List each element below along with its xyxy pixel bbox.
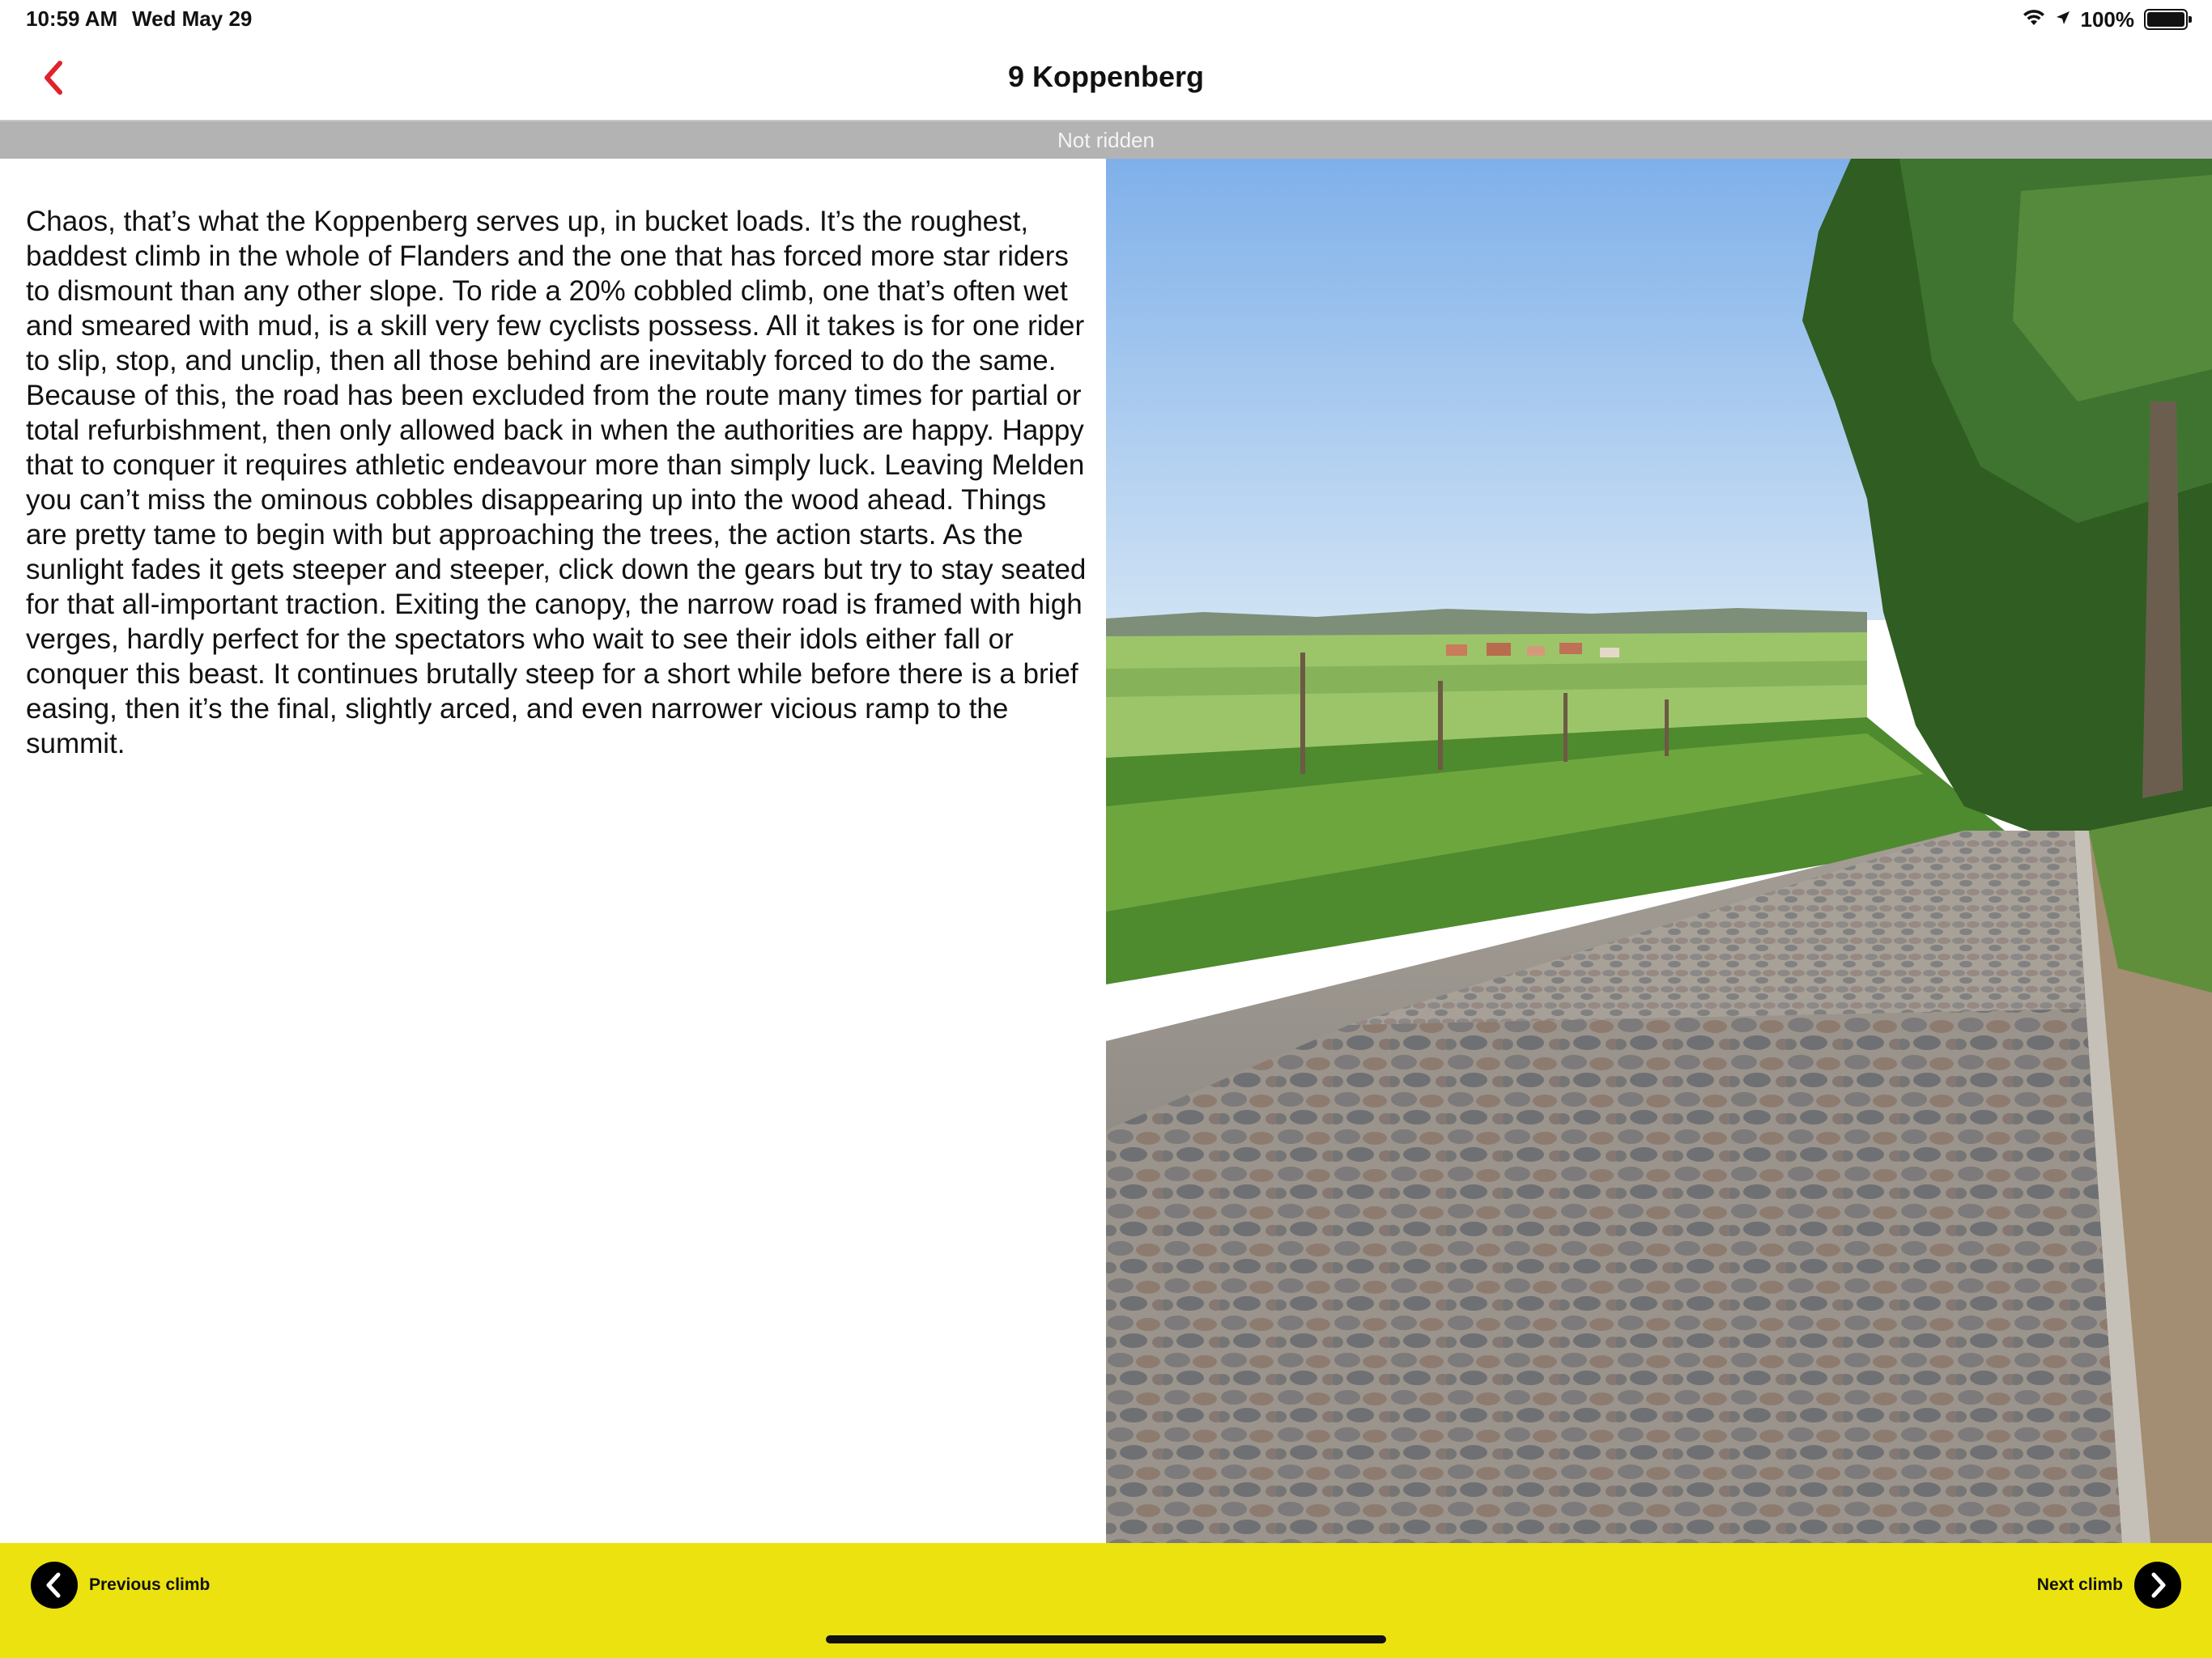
next-climb-button[interactable] [2037, 1561, 2181, 1609]
bottom-navigation-bar [0, 1543, 2212, 1658]
climb-detail [0, 159, 2212, 1543]
next-climb-label: Next climb [2036, 1575, 2123, 1594]
ridden-status-text: Not ridden [1057, 128, 1155, 152]
status-time: 10:59 AM [26, 6, 118, 31]
status-bar [0, 0, 2212, 39]
description-pane [0, 159, 1106, 1543]
status-date: Wed May 29 [132, 6, 253, 31]
wifi-icon [2023, 9, 2045, 31]
navigation-bar [0, 39, 2212, 121]
location-arrow-icon [2055, 10, 2071, 30]
climb-description: Chaos, that’s what the Koppenberg serves up, in bucket loads. It’s the roughest, baddest climb in the whole of Flanders and the one that has forced more star riders to dismount than any other slope. To ride a 20% cobbled climb, one that’s often wet and smeared with mud, is a skill very few cyclists possess. All it takes is for one rider to slip, stop, and unclip, then all those behind are inevitably forced to do the same. Because of this, the road has been excluded from the route many times for partial or total refurbishment, then only allowed back in when the authorities are happy. Happy that to conquer it requires athletic endeavour more than simply luck. Leaving Melden you can’t miss the ominous cobbles disappearing up into the wood ahead. Things are pretty tame to begin with but approaching the trees, the action starts. As the sunlight fades it gets steeper and steeper, click down the gears but try to stay seated for that all-important traction. Exiting the canopy, the narrow road is framed with high verges, hardly perfect for the spectators who wait to see their idols either fall or conquer this beast. It continues brutally steep for a short while before there is a brief easing, then it’s the final, slightly arced, and even narrower vicious ramp to the summit. [26, 206, 1087, 759]
circle-chevron-right-icon [2134, 1562, 2181, 1609]
climb-photo [1106, 159, 2212, 1543]
page-title: 9 Koppenberg [1007, 60, 1204, 93]
previous-climb-button[interactable] [31, 1561, 210, 1609]
previous-climb-label: Previous climb [89, 1575, 211, 1594]
status-indicators [2023, 5, 2189, 34]
home-indicator[interactable] [826, 1635, 1386, 1643]
battery-percent: 100% [2080, 6, 2134, 32]
battery-icon [2144, 9, 2188, 30]
ridden-status-bar [0, 121, 2212, 159]
circle-chevron-left-icon [31, 1562, 78, 1609]
